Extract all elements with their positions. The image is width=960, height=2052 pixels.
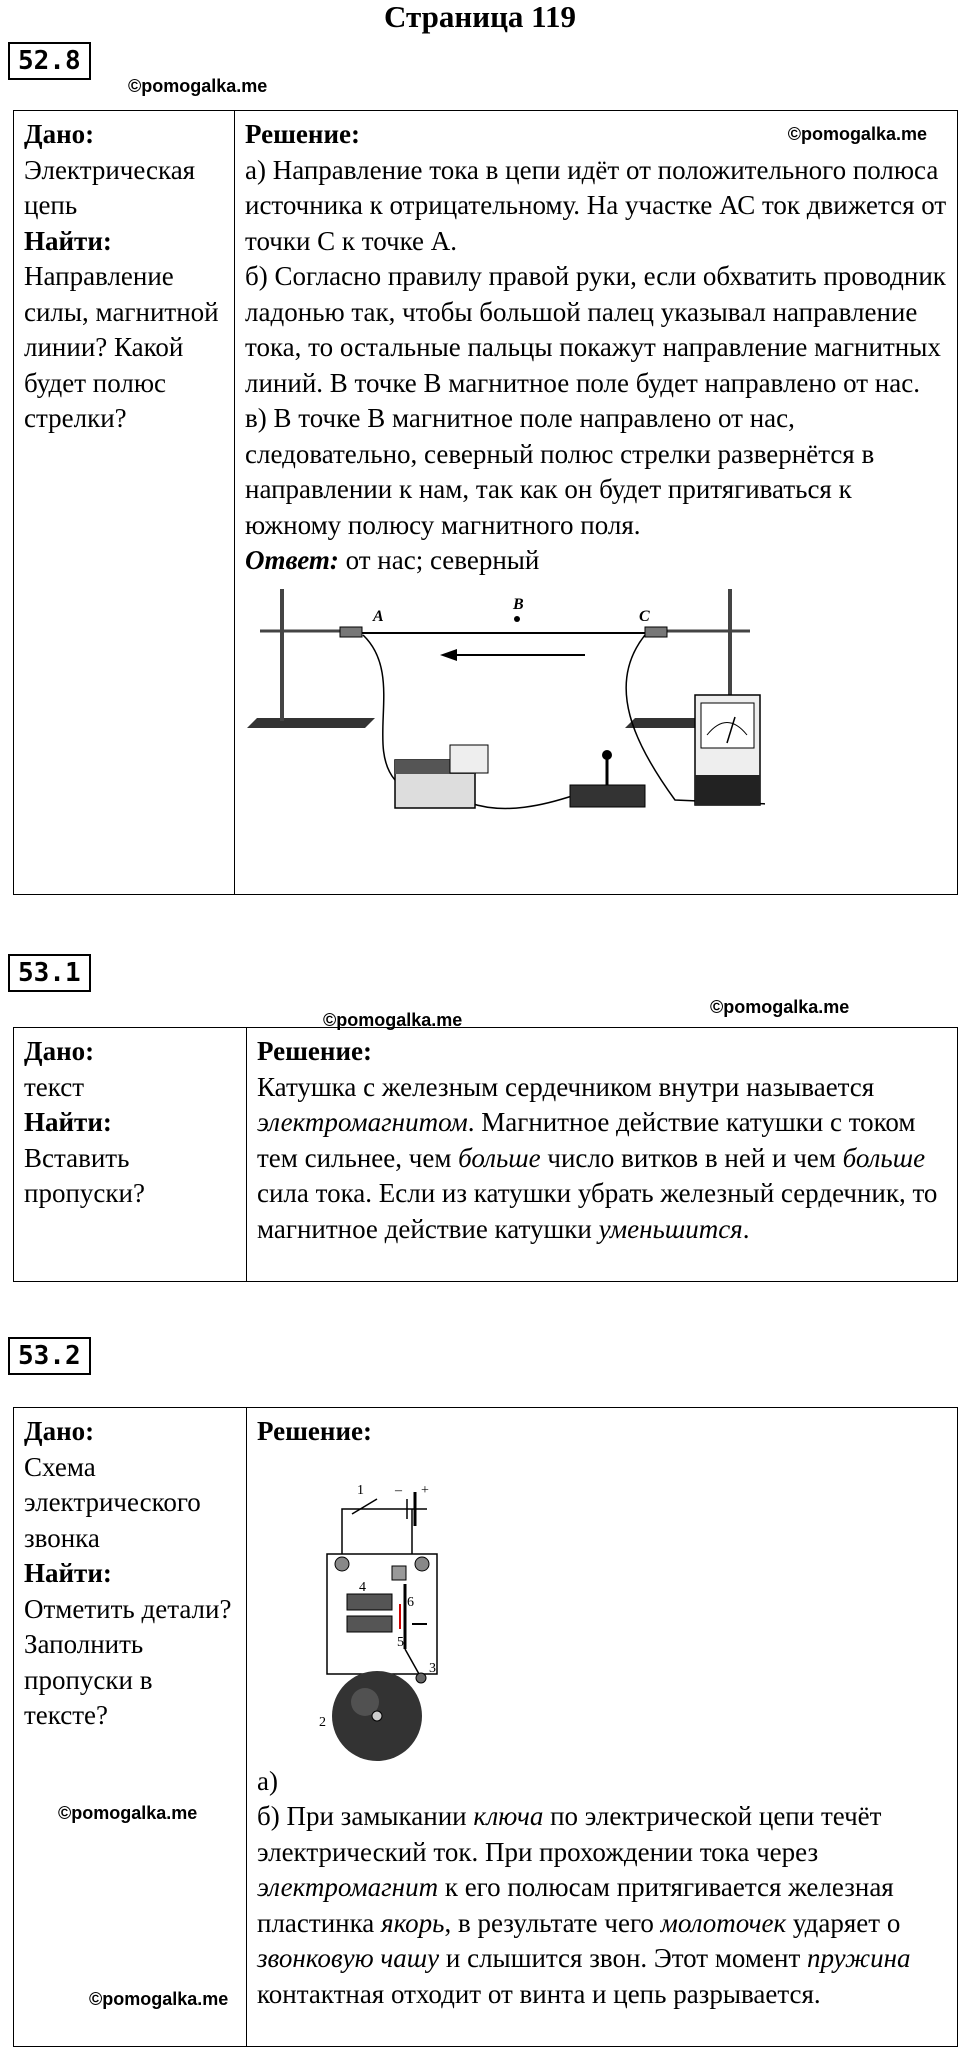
given-label: Дано: (24, 119, 95, 149)
label-plus: + (421, 1482, 429, 1498)
label-4: 4 (359, 1579, 366, 1595)
solution-column (247, 1408, 958, 2047)
watermark: ©pomogalka.me (58, 1803, 198, 1823)
given-label: Дано: (24, 1416, 95, 1446)
page-title: Страница 119 (384, 0, 576, 34)
solution-text: Катушка с железным сердечником внутри называется электромагнитом. Магнитное действие катушки с током тем сильнее, чем больше число витков в ней и чем больше сила тока. Если из катушки убрать железный сердечник, то магнитное действие катушки уменьшится. (257, 1071, 938, 1244)
switch (570, 785, 645, 807)
solution-label: Решение: (257, 1036, 372, 1066)
solution-part-a: а) (257, 1765, 278, 1796)
given-text: текст (24, 1071, 85, 1102)
given-text: Электрическая цепь (24, 154, 196, 220)
label-5: 5 (397, 1634, 404, 1650)
find-label: Найти: (24, 1107, 112, 1137)
label-1: 1 (357, 1482, 364, 1498)
find-label: Найти: (24, 1558, 112, 1588)
point-b (514, 616, 520, 622)
solution-part-b: б) При замыкании ключа по электрической цепи течёт электрический ток. При прохождении тока через электромагнит к его полюсам притягивается железная пластинка якорь, в результате чего молоточек ударяет о звонковую чашу и слышится звон. Этот момент пружина контактная отходит от винта и цепь разрывается. (257, 1801, 911, 2009)
find-label: Найти: (24, 225, 112, 256)
terminal-left (335, 1557, 349, 1571)
solution-column (235, 111, 958, 895)
solution-part-c: в) В точке В магнитное поле направлено от нас, следовательно, северный полюс стрелки развернётся в направлении к нам, так как он будет притягиваться к южному полюсу магнитного поля. (245, 403, 875, 540)
answer-text: от нас; северный (345, 545, 540, 575)
find-text: Отметить детали? Заполнить пропуски в тексте? (24, 1593, 232, 1730)
label-c: C (639, 607, 650, 625)
task-table-53-2 (13, 1407, 958, 2047)
key (352, 1499, 377, 1514)
hammer (416, 1673, 426, 1683)
label-a: A (373, 607, 384, 625)
watermark: ©pomogalka.me (89, 1989, 229, 2009)
watermark: ©pomogalka.me (710, 997, 850, 1017)
given-column (14, 1408, 247, 2047)
label-2: 2 (319, 1714, 326, 1730)
answer-line (245, 543, 947, 579)
left-stand-base (247, 718, 375, 728)
terminal-right (415, 1557, 429, 1571)
watermark: ©pomogalka.me (323, 1010, 463, 1030)
task-number-53-1: 53.1 (8, 954, 91, 992)
given-text: Схема электрического звонка (24, 1451, 201, 1553)
task-number-52-8: 52.8 (8, 42, 91, 80)
solution-column (247, 1028, 958, 1282)
find-text: Направление силы, магнитной линии? Какой будет полюс стрелки? (24, 261, 219, 433)
solution-part-b: б) Согласно правилу правой руки, если обхватить проводник ладонью так, чтобы большой палец указывал направление тока, то остальные пальцы покажут направление магнитных линий. В точке В магнитное поле будет направлено от нас. (245, 261, 946, 398)
solution-label: Решение: (245, 119, 360, 149)
task-table-52-8 (13, 110, 958, 895)
clamp-a (340, 627, 362, 637)
label-b: B (513, 595, 524, 613)
label-6: 6 (407, 1594, 414, 1610)
task-number-53-2: 53.2 (8, 1337, 91, 1375)
watermark: ©pomogalka.me (128, 76, 268, 96)
bell-board (327, 1554, 437, 1674)
answer-label: Ответ: (245, 545, 339, 575)
label-3: 3 (429, 1660, 436, 1676)
electromagnet (347, 1594, 392, 1610)
circuit-figure (245, 585, 765, 835)
watermark: ©pomogalka.me (787, 124, 927, 144)
label-minus: – (395, 1482, 402, 1498)
electric-bell-figure (297, 1454, 497, 1764)
solution-label: Решение: (257, 1416, 372, 1446)
given-column (14, 111, 235, 895)
given-column (14, 1028, 247, 1282)
solution-part-a: а) Направление тока в цепи идёт от положительного полюса источника к отрицательному. На участке АС ток движется от точки С к точке А. (245, 154, 947, 256)
clamp-c (645, 627, 667, 637)
task-table-53-1 (13, 1027, 958, 1282)
find-text: Вставить пропуски? (24, 1142, 145, 1208)
given-label: Дано: (24, 1036, 95, 1066)
